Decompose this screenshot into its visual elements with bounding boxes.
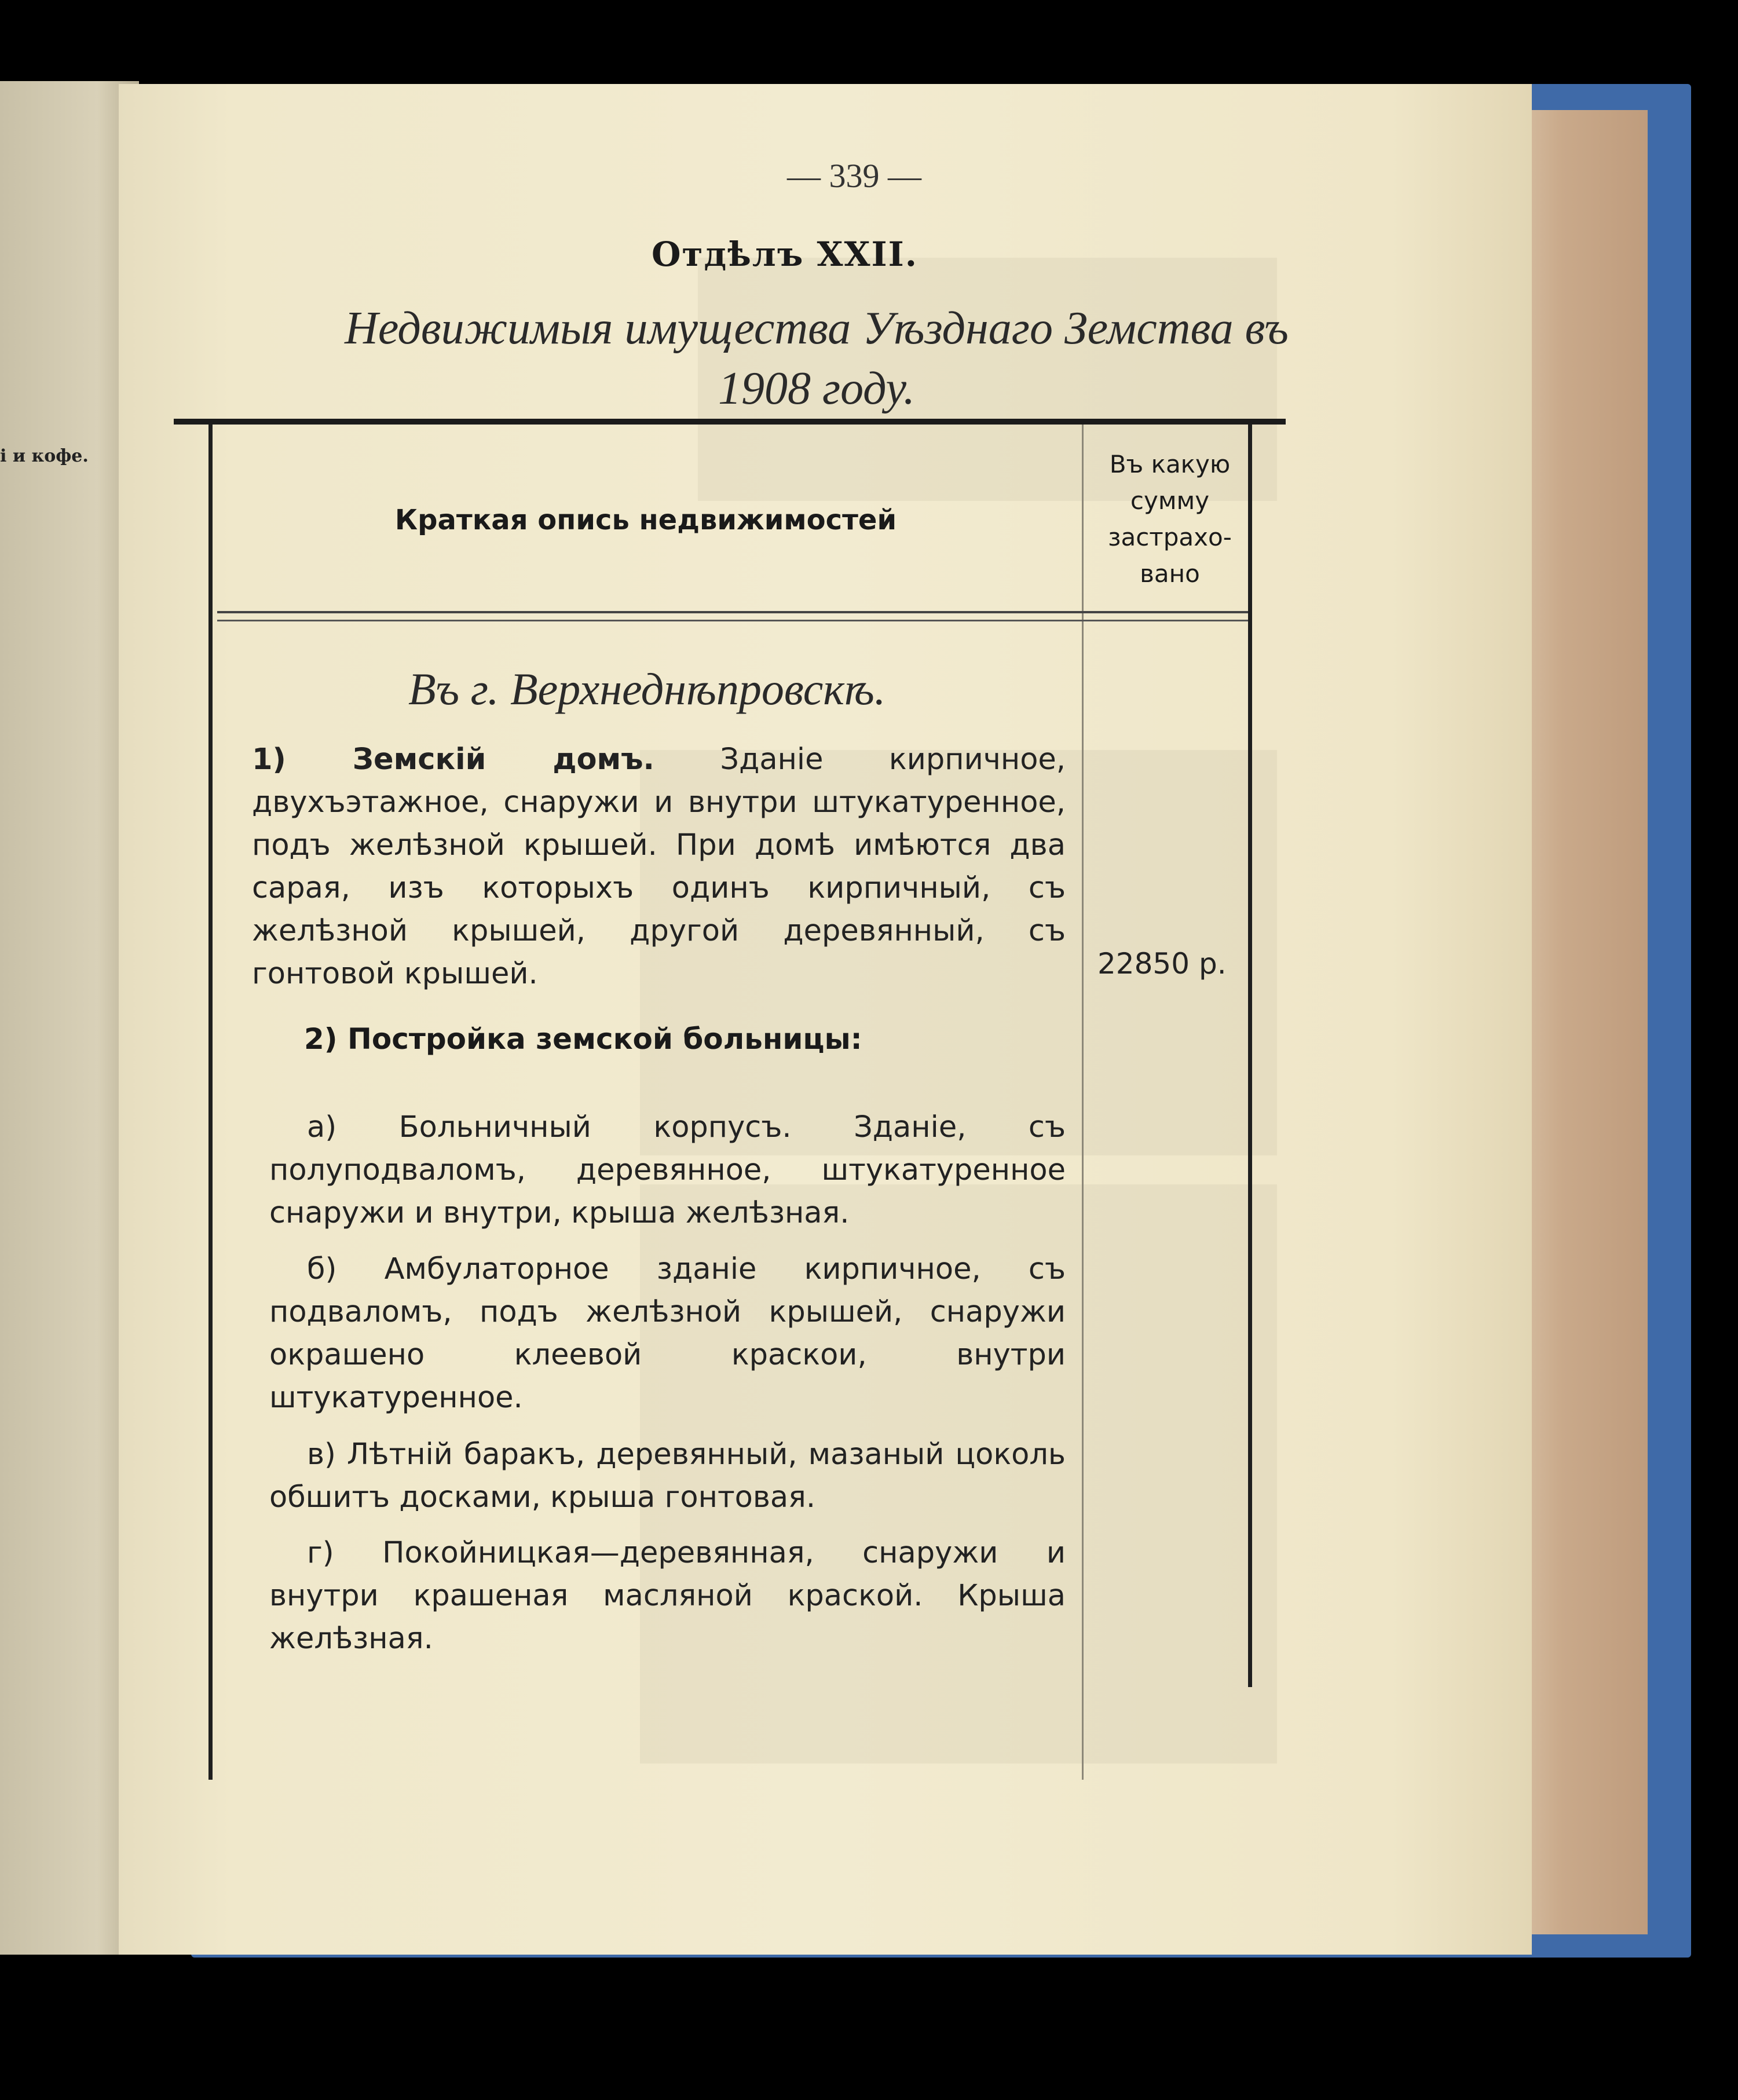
table-right-border — [1248, 425, 1252, 1687]
book-page — [119, 84, 1532, 1955]
column-header-line: застрахо- — [1108, 523, 1232, 551]
insured-amount: 22850 р. — [1097, 947, 1227, 981]
city-heading: Въ г. Верхнеднѣпровскѣ. — [408, 664, 886, 714]
subitem-b: б) Амбулаторное зданіе кирпичное, съ подваломъ, подъ желѣзной крышей, снаружи окрашено клеевой краскои, внутри штукатуренное. — [269, 1252, 1066, 1415]
item-hospital-heading: 2) Постройка земской больницы: — [304, 1022, 862, 1056]
title-line: 1908 году. — [718, 363, 916, 414]
header-double-rule — [217, 611, 1248, 613]
title-line: Недвижимыя имущества Уѣзднаго Земства въ — [345, 303, 1289, 354]
left-page-text-fragment: і и кофе. — [0, 446, 89, 466]
subitem-d: г) Покойницкая—деревянная, снаружи и внутри крашеная масляной краской. Крыша желѣзная. — [269, 1536, 1066, 1656]
page-title — [252, 298, 1381, 419]
column-divider — [1082, 425, 1084, 1780]
header-double-rule — [217, 620, 1248, 621]
column-header-line: вано — [1140, 559, 1200, 588]
subitem-a: а) Больничный корпусъ. Зданіе, съ полуподваломъ, деревянное, штукатуренное снаружи и внутри, крыша желѣзная. — [269, 1110, 1066, 1230]
table-left-border — [208, 425, 213, 1780]
column-header-line: Въ какую — [1109, 450, 1231, 478]
left-facing-page — [0, 81, 139, 1955]
page-number: — 339 — — [787, 157, 921, 195]
column-header-line: сумму — [1130, 486, 1210, 515]
column-header-description: Краткая опись недвижимостей — [394, 504, 897, 536]
item-zemsky-house — [252, 738, 1066, 996]
table-top-rule — [174, 419, 1286, 425]
item-lead: 1) Земскій домъ. — [252, 742, 654, 777]
column-header-sum — [1086, 446, 1254, 592]
section-heading: Отдѣлъ XXII. — [652, 235, 918, 274]
subitem-c: в) Лѣтній баракъ, деревянный, мазаный цоколь обшитъ досками, крыша гонтовая. — [269, 1437, 1066, 1514]
item-description: Зданіе кирпичное, двухъэтажное, снаружи и внутри штукатуренное, подъ желѣзной крышей. При домѣ имѣются два сарая, изъ которыхъ одинъ кирпичный, съ желѣзной крышей, другой деревянный, съ гонтовой крышей. — [252, 742, 1066, 991]
